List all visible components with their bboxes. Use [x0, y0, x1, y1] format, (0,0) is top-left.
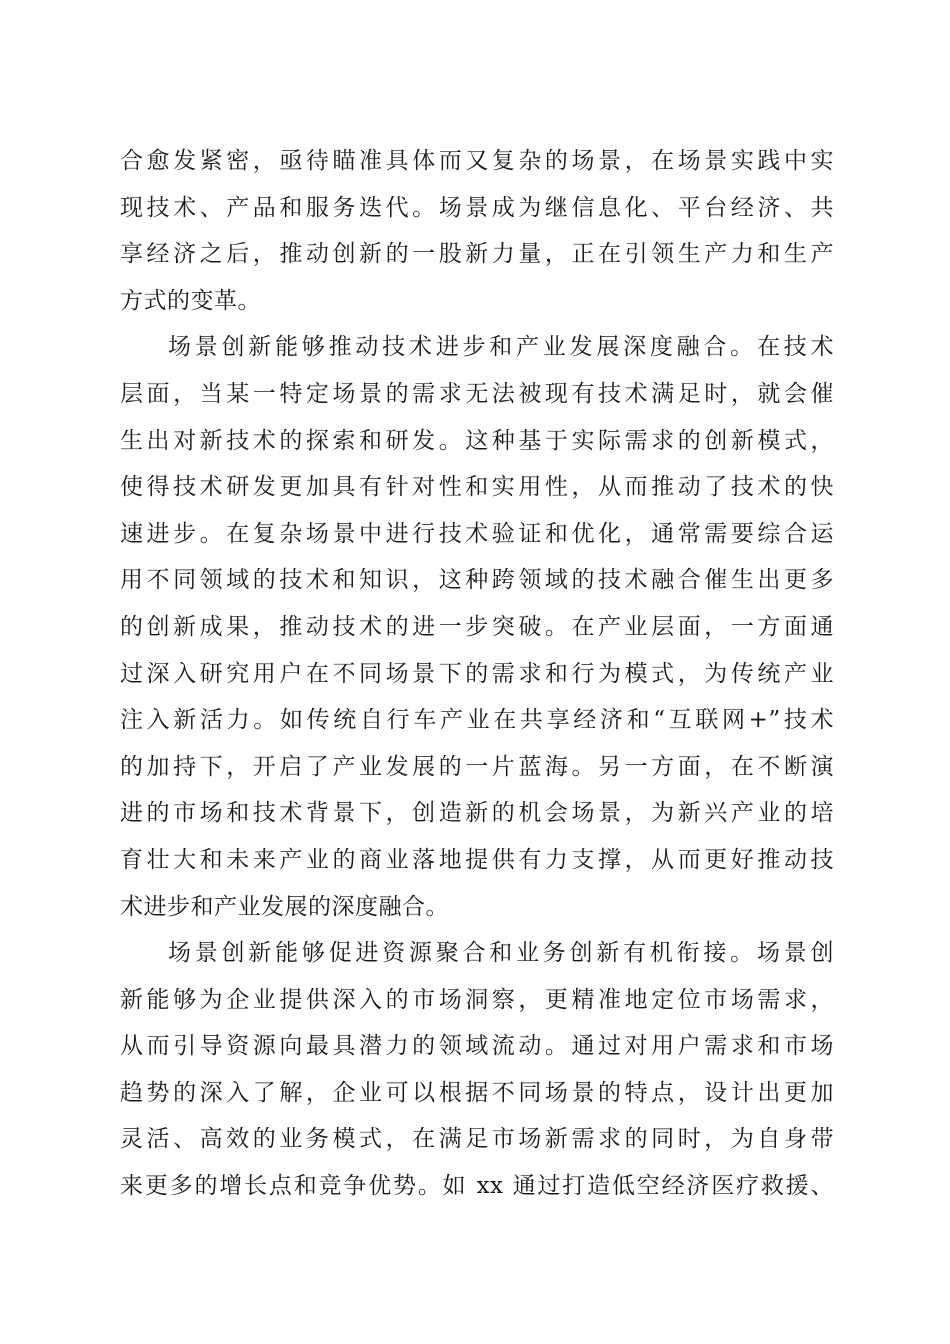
- text-line: 方式的变革。: [120, 287, 261, 314]
- text-line: 享经济之后，推动创新的一股新力量，正在引领生产力和生产: [120, 241, 834, 268]
- text-line: 生出对新技术的探索和研发。这种基于实际需求的创新模式，: [120, 427, 834, 454]
- text-line: 趋势的深入了解，企业可以根据不同场景的特点，设计出更加: [120, 1079, 834, 1106]
- text-line: 场景创新能够推动技术进步和产业发展深度融合。在技术: [168, 334, 834, 361]
- document-body: [120, 138, 834, 1210]
- text-line: 现技术、产品和服务迭代。场景成为继信息化、平台经济、共: [120, 194, 834, 221]
- text-line: 使得技术研发更加具有针对性和实用性，从而推动了技术的快: [120, 474, 834, 501]
- text-line: 术进步和产业发展的深度融合。: [120, 893, 449, 920]
- text-line: 用不同领域的技术和知识，这种跨领域的技术融合催生出更多: [120, 567, 834, 594]
- text-line: 进的市场和技术背景下，创造新的机会场景，为新兴产业的培: [120, 800, 834, 827]
- text-line: 新能够为企业提供深入的市场洞察，更精准地定位市场需求，: [120, 986, 834, 1013]
- text-line: 注入新活力。如传统自行车产业在共享经济和“互联网+”技术: [120, 707, 834, 734]
- text-line: 来更多的增长点和竞争优势。如 xx 通过打造低空经济医疗救援、: [120, 1173, 834, 1200]
- text-line: 的创新成果，推动技术的进一步突破。在产业层面，一方面通: [120, 613, 834, 640]
- text-line: 的加持下，开启了产业发展的一片蓝海。另一方面，在不断演: [120, 753, 834, 780]
- text-line: 合愈发紧密，亟待瞄准具体而又复杂的场景，在场景实践中实: [120, 148, 834, 174]
- text-line: 场景创新能够促进资源聚合和业务创新有机衔接。场景创: [168, 940, 834, 967]
- paragraph-3: [120, 930, 834, 1210]
- text-line: 从而引导资源向最具潜力的领域流动。通过对用户需求和市场: [120, 1033, 834, 1060]
- text-line: 速进步。在复杂场景中进行技术验证和优化，通常需要综合运: [120, 520, 834, 547]
- paragraph-1: [120, 138, 834, 324]
- text-line: 育壮大和未来产业的商业落地提供有力支撑，从而更好推动技: [120, 846, 834, 873]
- text-line: 灵活、高效的业务模式，在满足市场新需求的同时，为自身带: [120, 1126, 834, 1153]
- paragraph-2: [120, 324, 834, 930]
- text-line: 层面，当某一特定场景的需求无法被现有技术满足时，就会催: [120, 380, 834, 407]
- text-line: 过深入研究用户在不同场景下的需求和行为模式，为传统产业: [120, 660, 834, 687]
